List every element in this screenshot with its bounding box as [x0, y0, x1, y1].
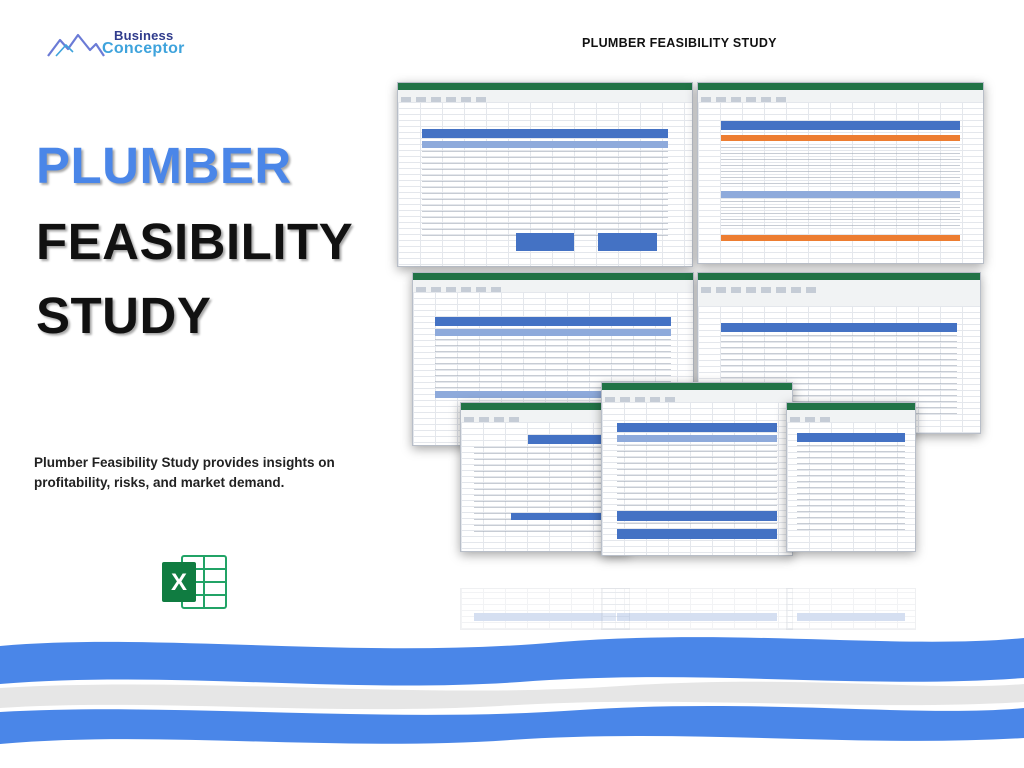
excel-letter: X — [170, 569, 188, 596]
header-title: PLUMBER FEASIBILITY STUDY — [582, 36, 777, 50]
description-text: Plumber Feasibility Study provides insights on profitability, risks, and market demand. — [34, 455, 335, 490]
hero-title-line2: FEASIBILITY — [36, 213, 354, 270]
logo-text-conceptor: Conceptor — [102, 40, 185, 57]
spreadsheet-balance — [786, 402, 916, 552]
decorative-stripes — [0, 620, 1024, 768]
hero-title-line3: STUDY — [36, 287, 212, 344]
excel-icon — [160, 552, 228, 612]
hero-title-line1: PLUMBER — [36, 137, 292, 194]
spreadsheet-costs — [697, 82, 984, 264]
logo-text-business: Business — [114, 28, 174, 43]
business-conceptor-logo — [46, 26, 206, 60]
spreadsheet-income-statement — [601, 382, 793, 556]
mountain-logo-icon — [46, 32, 106, 58]
spreadsheet-revenue — [397, 82, 693, 267]
